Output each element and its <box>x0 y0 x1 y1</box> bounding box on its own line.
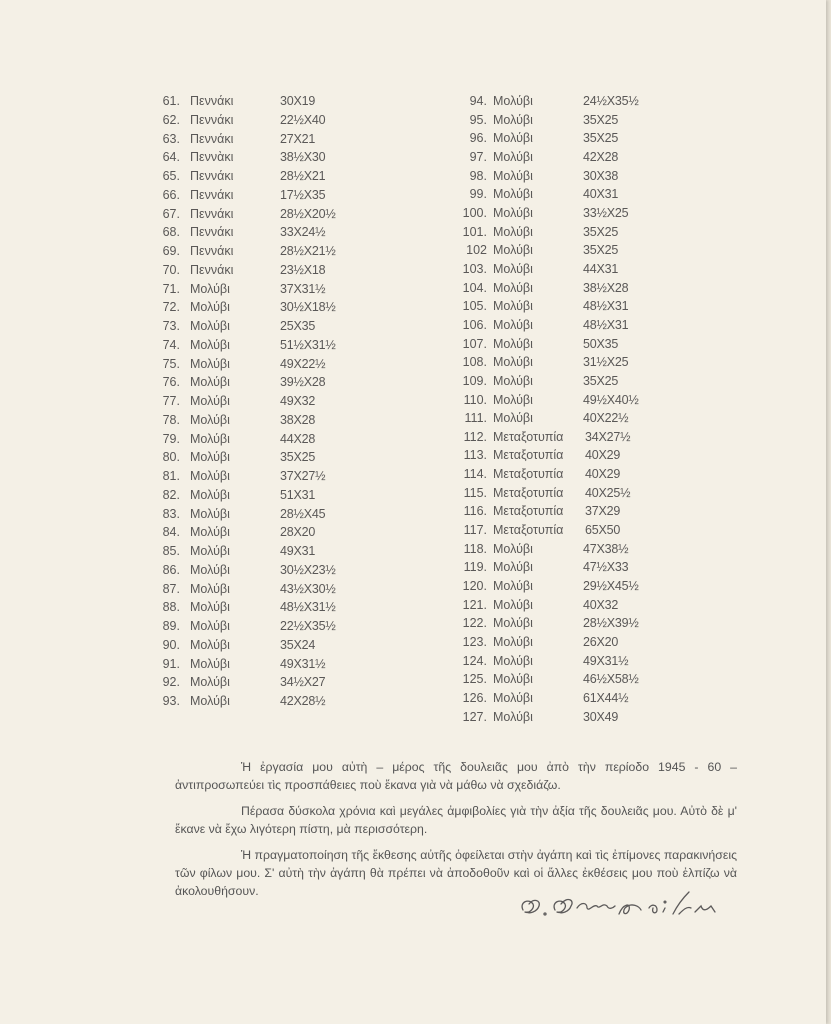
entry-dimensions: 38½X30 <box>280 150 326 165</box>
catalogue-entry <box>446 92 639 111</box>
entry-medium: Μολύβι <box>190 412 230 427</box>
entry-dimensions: 61X44½ <box>583 691 629 705</box>
catalogue-entry <box>150 561 336 580</box>
entry-dimensions: 37X29 <box>585 504 621 519</box>
catalogue-entry <box>446 223 639 242</box>
entry-medium: Μολύβι <box>493 112 533 127</box>
entry-dimensions: 39½X28 <box>280 375 326 390</box>
catalogue-entry <box>150 280 336 299</box>
entry-number: 97. <box>469 149 487 164</box>
entry-medium: Πεννάκι <box>190 112 234 127</box>
entry-dimensions: 28½X45 <box>280 506 326 521</box>
entry-medium: Μεταξοτυπία <box>493 504 564 519</box>
catalogue-entry <box>446 353 639 372</box>
catalogue-entry <box>150 223 336 242</box>
catalogue-entry <box>446 148 639 167</box>
entry-dimensions: 28½X39½ <box>583 616 639 631</box>
entry-number: 125. <box>462 672 487 687</box>
catalogue-entry <box>446 129 639 148</box>
catalogue-entry <box>446 633 639 652</box>
catalogue-entry <box>150 167 336 186</box>
entry-number: 68. <box>162 225 180 240</box>
entry-medium: Πεννάκι <box>190 225 234 240</box>
entry-medium: Μολύβι <box>190 337 230 352</box>
entry-medium: Μεταξοτυπία <box>493 467 564 482</box>
entry-number: 82. <box>162 487 180 502</box>
entry-number: 115. <box>463 485 487 500</box>
entry-dimensions: 28½X21 <box>280 169 326 183</box>
catalogue-entry <box>446 652 639 671</box>
entry-medium: Μολύβι <box>493 299 533 314</box>
entry-medium: Μολύβι <box>190 300 230 315</box>
entry-number: 102 <box>466 243 487 258</box>
entry-medium: Μεταξοτυπία <box>493 485 564 500</box>
entry-medium: Μολύβι <box>493 280 533 295</box>
catalogue-entry <box>446 297 639 316</box>
entry-number: 80. <box>162 450 180 465</box>
entry-medium: Μολύβι <box>493 373 533 388</box>
entry-number: 94. <box>469 94 487 108</box>
catalogue-entry <box>150 673 336 692</box>
entry-medium: Μολύβι <box>493 243 533 258</box>
entry-dimensions: 35X25 <box>583 112 619 127</box>
entry-number: 63. <box>162 131 180 146</box>
entry-dimensions: 30½X23½ <box>280 562 336 577</box>
entry-number: 109. <box>462 373 487 388</box>
entry-dimensions: 38X28 <box>280 412 316 427</box>
entry-number: 71. <box>162 281 180 296</box>
catalogue-entry <box>446 316 639 335</box>
entry-number: 123. <box>462 635 487 650</box>
entry-number: 99. <box>469 187 487 202</box>
entry-number: 87. <box>162 581 180 596</box>
entry-number: 88. <box>162 600 180 615</box>
entry-medium: Πεννάκι <box>190 244 234 258</box>
entry-number: 81. <box>162 469 180 483</box>
entry-medium: Μολύβι <box>190 694 230 708</box>
entry-medium: Μολύβι <box>493 187 533 202</box>
entry-dimensions: 35X25 <box>583 131 619 146</box>
statement-paragraph: Ἡ ἐργασία μου αὐτὴ – μέρος τῆς δουλειᾶς μου ἀπὸ τὴν περίοδο 1945 - 60 – ἀντιπροσωπεύει τὶς προσπάθειες ποὺ ἔκανα γιὰ νὰ μάθω νὰ σχεδιάζω. <box>175 760 737 792</box>
entry-dimensions: 28½X20½ <box>280 206 336 221</box>
catalogue-entry <box>446 596 639 615</box>
entry-number: 118. <box>463 541 487 556</box>
entry-medium: Μολύβι <box>493 672 533 687</box>
entry-medium: Πεννάκι <box>190 206 234 221</box>
entry-medium: Μολύβι <box>493 355 533 370</box>
entry-number: 100. <box>462 205 487 220</box>
entry-number: 98. <box>469 168 487 183</box>
catalogue-left-column <box>150 92 336 711</box>
entry-number: 119. <box>463 560 487 575</box>
entry-number: 76. <box>162 375 180 390</box>
entry-dimensions: 49X31½ <box>583 653 629 668</box>
entry-dimensions: 51½X31½ <box>280 337 336 352</box>
catalogue-entry <box>446 111 639 130</box>
entry-dimensions: 49½X40½ <box>583 392 639 407</box>
catalogue-entry <box>446 484 639 503</box>
catalogue-entry <box>150 598 336 617</box>
entry-dimensions: 42X28½ <box>280 694 326 708</box>
entry-dimensions: 25X35 <box>280 319 316 333</box>
catalogue-entry <box>446 446 639 465</box>
entry-medium: Μολύβι <box>190 375 230 390</box>
entry-dimensions: 28½X21½ <box>280 244 336 258</box>
entry-medium: Πεννὰκι <box>190 150 234 165</box>
entry-number: 74. <box>162 337 180 352</box>
artist-statement <box>175 758 737 908</box>
catalogue-entry <box>150 580 336 599</box>
catalogue-entry <box>446 279 639 298</box>
catalogue-entry <box>446 670 639 689</box>
entry-dimensions: 30X49 <box>583 709 619 724</box>
entry-number: 79. <box>162 431 180 446</box>
entry-medium: Μολύβι <box>493 709 533 724</box>
entry-medium: Μολύβι <box>190 281 230 296</box>
entry-medium: Μολύβι <box>190 469 230 483</box>
entry-medium: Μολύβι <box>190 525 230 540</box>
entry-number: 84. <box>162 525 180 540</box>
catalogue-entry <box>446 241 639 260</box>
entry-dimensions: 65X50 <box>585 523 621 538</box>
entry-number: 127. <box>462 709 487 724</box>
entry-number: 110. <box>463 392 487 407</box>
entry-medium: Μολύβι <box>190 450 230 465</box>
entry-medium: Μολύβι <box>493 205 533 220</box>
entry-number: 107. <box>462 336 487 351</box>
catalogue-entry <box>446 708 639 727</box>
entry-medium: Μολύβι <box>493 597 533 612</box>
entry-medium: Μολύβι <box>493 411 533 426</box>
entry-number: 78. <box>162 412 180 427</box>
catalogue-entry <box>150 542 336 561</box>
entry-medium: Μολύβι <box>493 579 533 594</box>
entry-dimensions: 40X25½ <box>585 485 631 500</box>
entry-dimensions: 17½X35 <box>280 187 326 202</box>
entry-dimensions: 30X19 <box>280 94 316 108</box>
entry-dimensions: 31½X25 <box>583 355 629 370</box>
catalogue-entry <box>446 465 639 484</box>
catalogue-entry <box>150 373 336 392</box>
entry-number: 67. <box>162 206 180 221</box>
catalogue-entry <box>446 167 639 186</box>
catalogue-entry <box>150 392 336 411</box>
entry-dimensions: 46½X58½ <box>583 672 639 687</box>
entry-dimensions: 49X22½ <box>280 356 326 371</box>
entry-dimensions: 40X31 <box>583 187 619 202</box>
entry-medium: Μολύβι <box>493 317 533 332</box>
entry-number: 61. <box>162 94 180 108</box>
catalogue-entry <box>446 614 639 633</box>
entry-dimensions: 37X31½ <box>280 281 326 296</box>
entry-dimensions: 47½X33 <box>583 560 629 575</box>
entry-medium: Μεταξοτυπία <box>493 429 564 444</box>
entry-number: 66. <box>162 187 180 202</box>
entry-medium: Μολύβι <box>493 94 533 108</box>
entry-number: 101. <box>462 224 487 239</box>
catalogue-entry <box>446 577 639 596</box>
entry-dimensions: 51X31 <box>280 487 316 502</box>
catalogue-entry <box>150 636 336 655</box>
catalogue-entry <box>150 242 336 261</box>
entry-number: 108. <box>462 355 487 370</box>
entry-number: 121. <box>462 597 487 612</box>
entry-number: 126. <box>462 691 487 705</box>
entry-dimensions: 37X27½ <box>280 469 326 483</box>
entry-medium: Μολύβι <box>190 581 230 596</box>
entry-number: 96. <box>469 131 487 146</box>
entry-medium: Μολύβι <box>493 131 533 146</box>
catalogue-entry <box>150 467 336 486</box>
entry-number: 85. <box>162 544 180 558</box>
entry-number: 95. <box>469 112 487 127</box>
entry-dimensions: 23½X18 <box>280 262 326 277</box>
entry-number: 124. <box>462 653 487 668</box>
entry-number: 70. <box>162 262 180 277</box>
entry-medium: Μεταξοτυπία <box>493 448 564 463</box>
catalogue-entry <box>446 335 639 354</box>
entry-medium: Μολύβι <box>190 544 230 558</box>
entry-medium: Μολύβι <box>493 336 533 351</box>
catalogue-entry <box>150 486 336 505</box>
entry-dimensions: 22½X40 <box>280 112 326 127</box>
entry-number: 62. <box>162 112 180 127</box>
entry-number: 120. <box>462 579 487 594</box>
entry-dimensions: 44X31 <box>583 261 619 276</box>
entry-medium: Πεννάκι <box>190 94 234 108</box>
entry-medium: Μολύβι <box>493 691 533 705</box>
entry-number: 91. <box>162 656 180 671</box>
entry-medium: Μολύβι <box>190 675 230 690</box>
catalogue-entry <box>150 205 336 224</box>
entry-number: 103. <box>462 261 487 276</box>
catalogue-entry <box>150 111 336 130</box>
entry-number: 114. <box>463 467 487 482</box>
entry-medium: Μολύβι <box>493 168 533 183</box>
catalogue-entry <box>150 411 336 430</box>
entry-dimensions: 50X35 <box>583 336 619 351</box>
catalogue-entry <box>150 92 336 111</box>
entry-dimensions: 33½X25 <box>583 205 629 220</box>
entry-dimensions: 48½X31½ <box>280 600 336 615</box>
entry-medium: Μολύβι <box>493 149 533 164</box>
entry-number: 112. <box>463 429 487 444</box>
entry-number: 64. <box>162 150 180 165</box>
entry-number: 65. <box>162 169 180 183</box>
entry-medium: Μολύβι <box>190 619 230 633</box>
catalogue-entry <box>150 186 336 205</box>
entry-medium: Μολύβι <box>493 560 533 575</box>
entry-number: 86. <box>162 562 180 577</box>
entry-medium: Μολύβι <box>190 506 230 521</box>
entry-medium: Μολύβι <box>190 394 230 408</box>
entry-medium: Μολύβι <box>190 356 230 371</box>
entry-number: 122. <box>462 616 487 631</box>
entry-number: 117. <box>463 523 487 538</box>
entry-dimensions: 44X28 <box>280 431 316 446</box>
handwritten-signature <box>515 888 730 928</box>
entry-dimensions: 49X31 <box>280 544 316 558</box>
entry-number: 89. <box>162 619 180 633</box>
entry-dimensions: 47X38½ <box>583 541 629 556</box>
entry-number: 105. <box>462 299 487 314</box>
entry-number: 73. <box>162 319 180 333</box>
entry-dimensions: 40X29 <box>585 448 621 463</box>
entry-medium: Μολύβι <box>190 431 230 446</box>
entry-medium: Μεταξοτυπία <box>493 523 564 538</box>
entry-dimensions: 29½X45½ <box>583 579 639 594</box>
catalogue-entry <box>150 655 336 674</box>
entry-dimensions: 22½X35½ <box>280 619 336 633</box>
catalogue-entry <box>446 409 639 428</box>
catalogue-entry <box>150 298 336 317</box>
catalogue-entry <box>150 317 336 336</box>
entry-dimensions: 34X27½ <box>585 429 631 444</box>
entry-number: 72. <box>162 300 180 315</box>
entry-number: 83. <box>162 506 180 521</box>
entry-dimensions: 33X24½ <box>280 225 326 240</box>
entry-number: 116. <box>463 504 487 519</box>
entry-dimensions: 40X32 <box>583 597 619 612</box>
entry-dimensions: 30½X18½ <box>280 300 336 315</box>
statement-paragraph: Ἡ πραγματοποίηση τῆς ἔκθεσης αὐτῆς ὀφείλεται στὴν ἀγάπη καὶ τὶς ἐπίμονες παρακινήσεις τῶν φίλων μου. Σ' αὐτὴ τὴν ἀγάπη θὰ πρέπει νὰ ἀποδοθοῦν καὶ οἱ ἄλλες ἐκθέσεις μου ποὺ ἐλπίζω νὰ ἀκολουθήσουν. <box>175 848 737 898</box>
catalogue-entry <box>150 523 336 542</box>
entry-dimensions: 27X21 <box>280 131 316 146</box>
entry-dimensions: 35X25 <box>280 450 316 465</box>
entry-medium: Μολύβι <box>190 562 230 577</box>
entry-number: 75. <box>162 356 180 371</box>
entry-medium: Μολύβι <box>493 392 533 407</box>
entry-medium: Μολύβι <box>493 653 533 668</box>
catalogue-entry <box>150 692 336 711</box>
entry-medium: Πεννάκι <box>190 131 234 146</box>
entry-medium: Μολύβι <box>190 487 230 502</box>
entry-dimensions: 35X25 <box>583 373 619 388</box>
catalogue-entry <box>150 505 336 524</box>
catalogue-entry <box>446 391 639 410</box>
entry-dimensions: 43½X30½ <box>280 581 336 596</box>
entry-dimensions: 49X32 <box>280 394 316 408</box>
entry-medium: Μολύβι <box>493 616 533 631</box>
entry-number: 106. <box>462 317 487 332</box>
entry-medium: Μολύβι <box>190 600 230 615</box>
catalogue-entry <box>150 355 336 374</box>
entry-medium: Μολύβι <box>493 635 533 650</box>
catalogue-entry <box>446 502 639 521</box>
entry-dimensions: 48½X31 <box>583 299 629 314</box>
entry-dimensions: 34½X27 <box>280 675 326 690</box>
entry-medium: Μολύβι <box>493 541 533 556</box>
entry-medium: Μολύβι <box>190 656 230 671</box>
entry-dimensions: 30X38 <box>583 168 619 183</box>
catalogue-entry <box>446 558 639 577</box>
statement-paragraph: Πέρασα δύσκολα χρόνια καὶ μεγάλες ἀμφιβολίες γιὰ τὴν ἀξία τῆς δουλειᾶς μου. Αὐτὸ δὲ μ' ἔκανε νὰ ἔχω λιγότερη πίστη, μὰ περισσότερη. <box>175 804 737 836</box>
catalogue-entry <box>150 148 336 167</box>
entry-dimensions: 40X22½ <box>583 411 629 426</box>
catalogue-entry <box>446 540 639 559</box>
entry-dimensions: 24½X35½ <box>583 94 639 108</box>
entry-number: 77. <box>162 394 180 408</box>
entry-number: 111. <box>464 411 487 426</box>
entry-medium: Μολύβι <box>190 637 230 652</box>
entry-dimensions: 35X25 <box>583 243 619 258</box>
entry-dimensions: 40X29 <box>585 467 621 482</box>
entry-dimensions: 26X20 <box>583 635 619 650</box>
entry-number: 113. <box>463 448 487 463</box>
entry-dimensions: 28X20 <box>280 525 316 540</box>
catalogue-entry <box>446 372 639 391</box>
catalogue-entry <box>150 130 336 149</box>
entry-number: 90. <box>162 637 180 652</box>
entry-dimensions: 42X28 <box>583 149 619 164</box>
catalogue-entry <box>446 428 639 447</box>
entry-medium: Πεννάκι <box>190 187 234 202</box>
catalogue-entry <box>446 689 639 708</box>
catalogue-entry <box>150 430 336 449</box>
catalogue-entry <box>150 617 336 636</box>
entry-dimensions: 35X24 <box>280 637 316 652</box>
catalogue-entry <box>150 336 336 355</box>
catalogue-entry <box>446 204 639 223</box>
entry-dimensions: 38½X28 <box>583 280 629 295</box>
entry-medium: Μολύβι <box>493 224 533 239</box>
catalogue-entry <box>150 261 336 280</box>
catalogue-right-column <box>446 92 639 726</box>
entry-dimensions: 49X31½ <box>280 656 326 671</box>
catalogue-entry <box>150 448 336 467</box>
catalogue-entry <box>446 521 639 540</box>
entry-number: 69. <box>162 244 180 258</box>
entry-number: 104. <box>462 280 487 295</box>
entry-medium: Μολύβι <box>190 319 230 333</box>
entry-dimensions: 35X25 <box>583 224 619 239</box>
entry-medium: Πεννάκι <box>190 169 234 183</box>
entry-medium: Μολύβι <box>493 261 533 276</box>
catalogue-entry <box>446 185 639 204</box>
catalogue-entry <box>446 260 639 279</box>
entry-number: 93. <box>162 694 180 708</box>
entry-number: 92. <box>162 675 180 690</box>
entry-dimensions: 48½X31 <box>583 317 629 332</box>
entry-medium: Πεννάκι <box>190 262 234 277</box>
